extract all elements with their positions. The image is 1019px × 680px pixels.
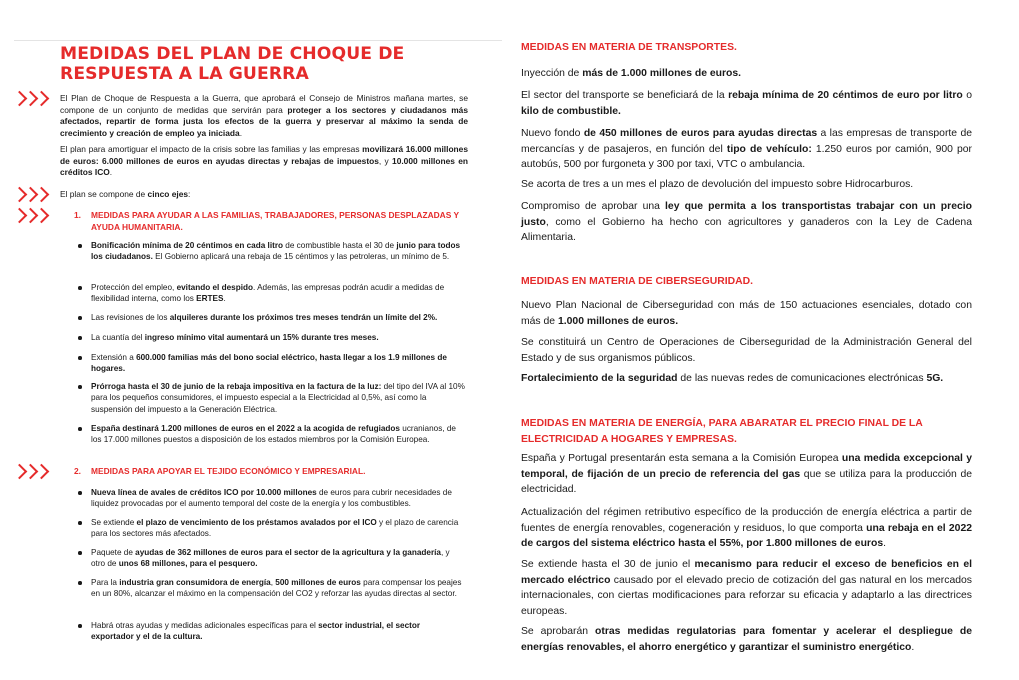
list-item — [78, 240, 465, 263]
text: Se extiende hasta el 30 de junio el — [521, 559, 695, 570]
chevrons-icon — [14, 210, 47, 221]
text: El sector del transporte se beneficiará de la — [521, 90, 729, 101]
bold-text: Nueva línea de avales de créditos ICO por 10.000 millones — [91, 488, 317, 497]
transport-paragraph — [521, 126, 972, 173]
bold-text: ley que permita a los transportistas trabajar con un precio justo — [521, 201, 972, 228]
text: El plan se compone de — [60, 189, 148, 199]
text: . — [239, 127, 243, 138]
bold-text: ERTES — [196, 294, 224, 304]
transport-paragraph — [521, 66, 972, 82]
text: causado por el elevado precio de cotización del gas natural en los mercados internacionales, con ciertas modificaciones para reforzar su eficacia y adaptarlo a las directrices europeas. — [521, 574, 972, 617]
axes-intro — [60, 189, 468, 201]
text: . Además, las empresas podrán acudir a medidas de flexibilidad interna, como los — [91, 283, 445, 304]
transport-heading: MEDIDAS EN MATERIA DE TRANSPORTES. — [521, 42, 737, 53]
bold-text: más de 1.000 millones de euros. — [582, 68, 742, 79]
text: para compensar los peajes en un 80%, alcanzar el máximo en la compensación del CO2 y reforzar las ayudas directas al sector. — [91, 578, 462, 599]
bullet-icon — [78, 286, 82, 290]
list-item — [78, 620, 465, 643]
text: ucranianos, de los 17.000 millones puestos a disposición de los estados miembros por la Comisión Europea. — [91, 424, 456, 445]
text: de combustible hasta el 30 de — [283, 241, 397, 250]
list-item — [78, 423, 465, 446]
text: , como el Gobierno ha hecho con agricultores y ganaderos con la Ley de Cadena Alimentaria. — [521, 216, 972, 244]
bold-text: junio para todos los ciudadanos. — [91, 241, 461, 262]
list-item — [78, 517, 465, 540]
bold-text: otras medidas regulatorias para fomentar y acelerar el despliegue de energías renovables, el ahorro energético y garantizar el suministro energético — [521, 626, 972, 653]
section-title: MEDIDAS PARA APOYAR EL TEJIDO ECONÓMICO Y EMPRESARIAL. — [91, 466, 366, 476]
text: de euros para cubrir necesidades de liquidez provocadas por el aumento temporal del coste de la energía y los combustibles. — [91, 488, 452, 509]
bold-text: industria gran consumidora de energía — [119, 578, 271, 587]
bold-text: Bonificación mínima de 20 céntimos en cada litro — [91, 241, 284, 250]
bullet-icon — [78, 427, 82, 431]
bold-text: cinco ejes — [147, 189, 189, 199]
cyber-paragraph — [521, 371, 972, 387]
bold-text: unos 68 millones, para el pesquero. — [118, 559, 258, 569]
section-2-heading — [74, 466, 474, 478]
mobilize-paragraph — [60, 144, 468, 179]
transport-paragraph — [521, 177, 972, 193]
bold-text: una rebaja en el 2022 de cargos del sistema eléctrico hasta el 55%, por 1.800 millones de euros — [521, 522, 972, 550]
bullet-icon — [78, 551, 82, 555]
bold-text: 10.000 millones en créditos ICO — [60, 155, 468, 178]
list-item — [78, 282, 465, 305]
text: Inyección de — [521, 68, 583, 79]
bold-text: tipo de vehículo: — [726, 143, 812, 155]
bold-text: sector industrial, el sector exportador y el de la cultura. — [91, 621, 421, 642]
text: del tipo del IVA al 10% para los pequeños consumidores, el impuesto especial a la Electricidad al 0,5%, así como la suspensión del impuesto a la Generación Eléctrica. — [91, 382, 465, 414]
bold-text: mecanismo para reducir el exceso de beneficios en el mercado eléctrico — [521, 559, 972, 586]
text: El Gobierno aplicará una rebaja de 15 céntimos y las petroleras, un mínimo de 5. — [152, 252, 450, 262]
bold-text: una medida excepcional y temporal, de fijación de un precio de referencia del gas — [521, 453, 972, 480]
bullet-icon — [78, 385, 82, 389]
bold-text: 1.000 millones de euros. — [557, 315, 679, 327]
list-item — [78, 381, 465, 415]
text: , y — [378, 155, 393, 166]
energy-paragraph — [521, 624, 972, 655]
bullet-icon — [78, 244, 82, 248]
text: de las nuevas redes de comunicaciones electrónicas — [677, 373, 927, 384]
transport-paragraph — [521, 199, 972, 246]
bold-text: kilo de combustible. — [521, 105, 621, 117]
text: Actualización del régimen retributivo específico de la producción de energía eléctrica a partir de fuentes de energía renovables, cogeneración y residuos, lo que comporta — [521, 507, 972, 534]
bullet-icon — [78, 521, 82, 525]
section-number: 2. — [74, 466, 81, 476]
bullet-icon — [78, 356, 82, 360]
bold-text: ayudas de 362 millones de euros para el sector de la agricultura y la ganadería — [135, 548, 441, 557]
intro-paragraph — [60, 93, 468, 139]
text: Se aprobarán — [521, 626, 596, 637]
section-1-heading — [74, 210, 474, 233]
bold-text: 5G. — [926, 373, 944, 384]
energy-paragraph — [521, 505, 972, 552]
list-item — [78, 352, 465, 375]
text: Habrá otras ayudas y medidas adicionales específicas para el — [91, 621, 319, 630]
list-item — [78, 332, 465, 343]
top-divider — [14, 40, 502, 41]
right-page — [508, 0, 1019, 680]
text: Se acorta de tres a un mes el plazo de devolución del impuesto sobre Hidrocarburos. — [521, 179, 914, 190]
text: . — [109, 167, 113, 178]
text: . — [223, 294, 226, 304]
list-item — [78, 312, 465, 323]
text: Nuevo fondo — [521, 128, 584, 139]
bold-text: 600.000 familias más del bono social eléctrico, hasta llegar a los 1.9 millones de hogares. — [91, 353, 447, 374]
bold-text: movilizará 16.000 millones de euros: 6.000 millones de euros en ayudas directas y rebajas de impuestos — [60, 144, 468, 166]
text: a las empresas de transporte de mercancías y de pasajeros, en función del — [521, 128, 973, 155]
text: , — [270, 578, 276, 587]
bold-text: de 450 millones de euros para ayudas directas — [583, 128, 818, 139]
text: Compromiso de aprobar una — [521, 201, 666, 212]
text: La cuantía del — [91, 333, 145, 342]
text: Se extiende — [91, 518, 137, 527]
text: España y Portugal presentarán esta semana a la Comisión Europea — [521, 453, 842, 464]
bold-text: 500 millones de euros — [275, 578, 361, 587]
list-item — [78, 487, 465, 510]
chevrons-icon — [14, 189, 47, 200]
text: 1.250 euros por camión, 900 por autobús, 500 por furgoneta y 300 por taxi, VTC o ambulancia. — [521, 143, 972, 171]
cyber-heading: MEDIDAS EN MATERIA DE CIBERSEGURIDAD. — [521, 276, 754, 287]
text: . — [911, 641, 915, 653]
text: y el plazo de carencia para los sectores más afectados. — [91, 518, 459, 539]
text: que se utiliza para la producción de electricidad. — [521, 468, 973, 496]
text: Protección del empleo, — [91, 283, 177, 292]
energy-paragraph — [521, 451, 972, 498]
bold-text: rebaja mínima de 20 céntimos de euro por litro — [728, 90, 963, 101]
text: Para la — [91, 578, 120, 587]
bold-text: ingreso mínimo vital aumentará un 15% durante tres meses. — [144, 333, 379, 342]
chevrons-icon — [14, 466, 47, 477]
cyber-paragraph — [521, 335, 972, 366]
left-page — [0, 0, 506, 680]
text: Paquete de — [91, 548, 136, 557]
bold-text: alquileres durante los próximos tres meses tendrán un límite del 2%. — [169, 313, 438, 322]
bold-text: evitando el despido — [176, 283, 253, 292]
cyber-paragraph — [521, 298, 972, 329]
bullet-icon — [78, 336, 82, 340]
section-number: 1. — [74, 210, 81, 220]
page-title: MEDIDAS DEL PLAN DE CHOQUE DE RESPUESTA A LA GUERRA — [60, 44, 405, 84]
text: El plan para amortiguar el impacto de la crisis sobre las familias y las empresas — [60, 144, 363, 154]
bold-text: España destinará 1.200 millones de euros en el 2022 a la acogida de refugiados — [91, 424, 400, 433]
bullet-icon — [78, 316, 82, 320]
section-title: MEDIDAS PARA AYUDAR A LAS FAMILIAS, TRABAJADORES, PERSONAS DESPLAZADAS Y AYUDA HUMANITARIA. — [91, 210, 459, 232]
text: Las revisiones de los — [91, 313, 170, 322]
text: Se constituirá un Centro de Operaciones de Ciberseguridad de la Administración General del Estado y de sus organismos públicos. — [521, 337, 972, 364]
text: : — [188, 189, 191, 199]
energy-heading: MEDIDAS EN MATERIA DE ENERGÍA, PARA ABARATAR EL PRECIO FINAL DE LA ELECTRICIDAD A HOGARES Y EMPRESAS. — [521, 418, 923, 445]
energy-paragraph — [521, 557, 972, 619]
text: Nuevo Plan Nacional de Ciberseguridad con más de 150 actuaciones esenciales, dotado con más de — [521, 300, 972, 327]
text: , y otro de — [91, 548, 450, 569]
bullet-icon — [78, 491, 82, 495]
list-item — [78, 547, 465, 570]
text: o — [962, 90, 973, 101]
bullet-icon — [78, 624, 82, 628]
bold-text: proteger a los sectores y ciudadanos más afectados, repartir de forma justa los efectos de la guerra y preservar al máximo la senda de crecimiento y creación de empleo ya iniciada — [60, 104, 468, 138]
chevrons-icon — [14, 93, 47, 104]
text: Extensión a — [91, 353, 137, 362]
text: El Plan de Choque de Respuesta a la Guerra, que aprobará el Consejo de Ministros mañana martes, se compone de un conjunto de medidas que servirán para — [60, 93, 468, 115]
text: . — [883, 538, 886, 550]
list-item — [78, 577, 465, 600]
bold-text: Prórroga hasta el 30 de junio de la rebaja impositiva en la factura de la luz: — [91, 382, 382, 391]
bullet-icon — [78, 581, 82, 585]
transport-paragraph — [521, 88, 972, 119]
bold-text: Fortalecimiento de la seguridad — [521, 373, 678, 384]
bold-text: el plazo de vencimiento de los préstamos avalados por el ICO — [136, 518, 377, 527]
